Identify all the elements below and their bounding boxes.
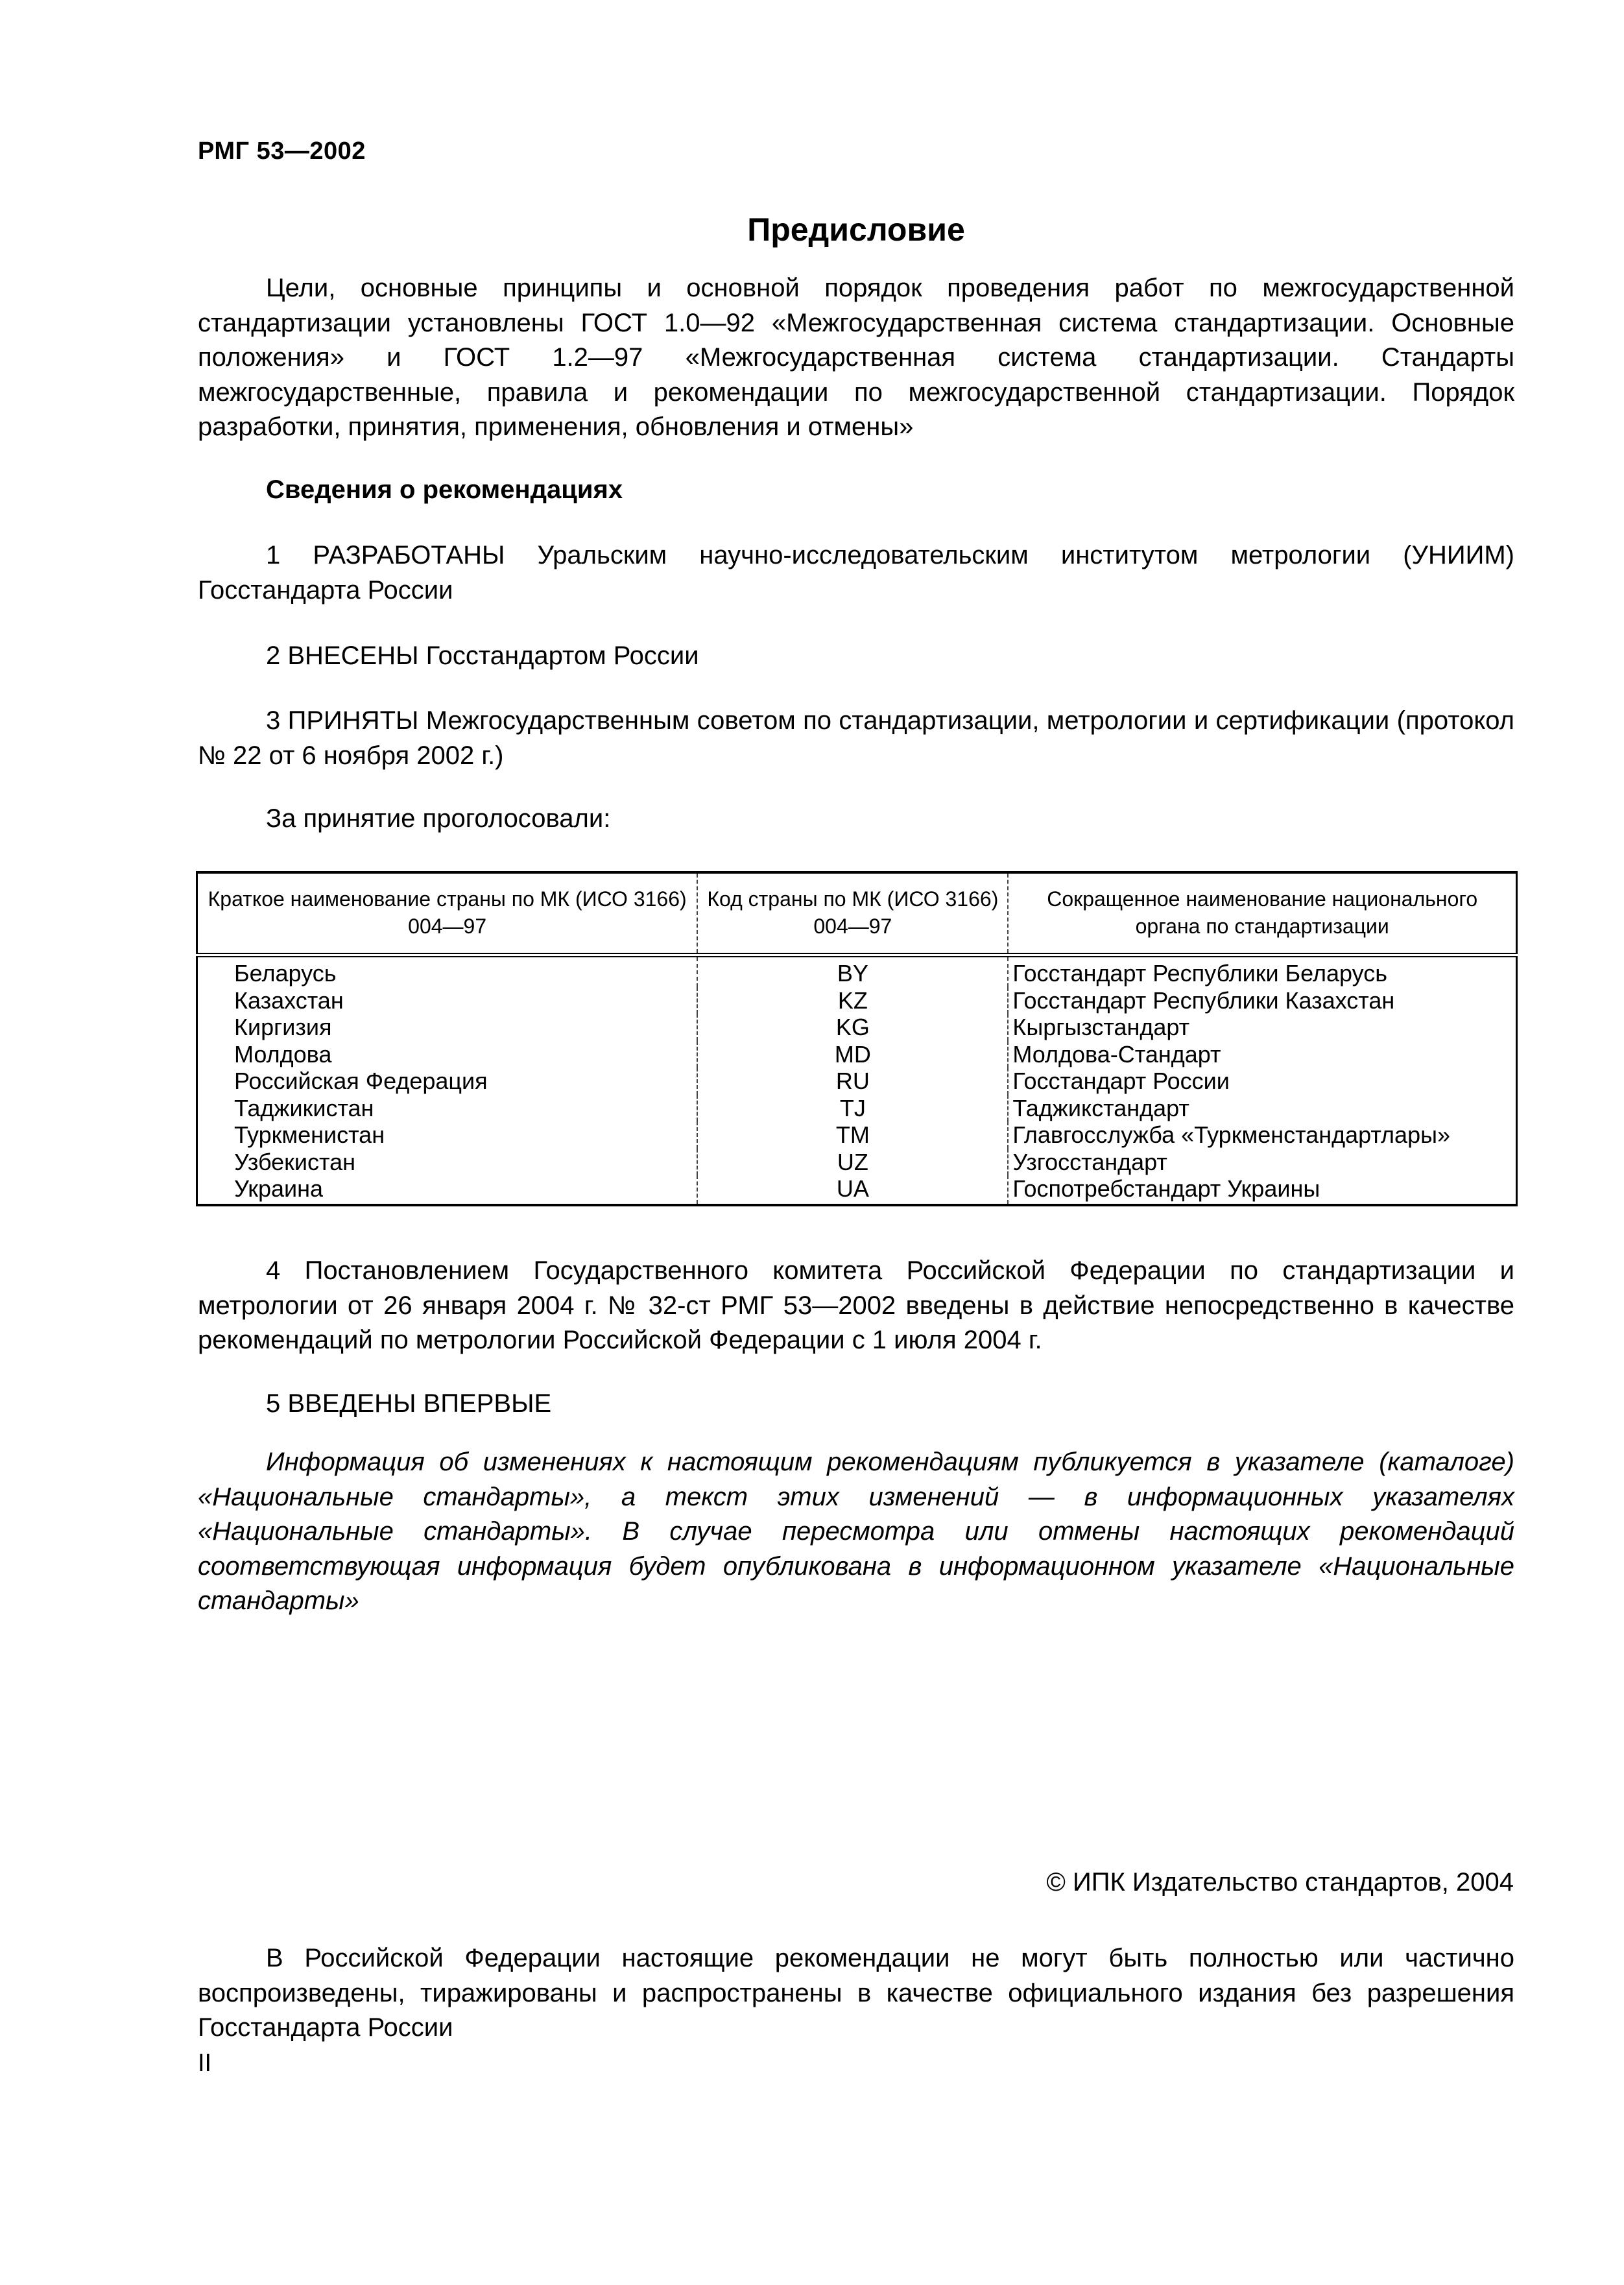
- changes-note-text: Информация об изменениях к настоящим рекомендациям публикуется в указателе (каталоге) «Национальные стандарты», а текст этих изменений — в информационных указателях «Национальные стандарты». В случае пересмотра или отмены настоящих рекомендаций соответствующая информация будет опубликована в информационном указателе «Национальные стандарты»: [198, 1448, 1514, 1615]
- cell-organ: Госстандарт Республики Беларусь: [1008, 955, 1516, 987]
- cell-country: Российская Федерация: [197, 1068, 698, 1095]
- item-number: 2: [266, 641, 281, 670]
- document-code: РМГ 53—2002: [198, 138, 366, 165]
- table-row: [197, 1014, 1517, 1041]
- cell-code: UA: [697, 1175, 1008, 1205]
- cell-organ: Кыргызстандарт: [1008, 1014, 1516, 1041]
- column-header-country: Краткое наименование страны по МК (ИСО 3166) 004—97: [197, 872, 698, 955]
- item-number: 5: [266, 1389, 281, 1418]
- cell-country: Узбекистан: [197, 1149, 698, 1176]
- info-heading: Сведения о рекомендациях: [266, 475, 623, 504]
- table-row: [197, 955, 1517, 987]
- item-lead: ВНЕСЕНЫ: [287, 641, 419, 670]
- voting-table: [196, 871, 1518, 1206]
- column-header-code: Код страны по МК (ИСО 3166) 004—97: [697, 872, 1008, 955]
- cell-organ: Молдова-Стандарт: [1008, 1041, 1516, 1068]
- table-row: [197, 1149, 1517, 1176]
- cell-country: Украина: [197, 1175, 698, 1205]
- cell-country: Туркменистан: [197, 1121, 698, 1149]
- cell-organ: Главгосслужба «Туркменстандартлары»: [1008, 1121, 1516, 1149]
- table-row: [197, 1041, 1517, 1068]
- cell-code: KG: [697, 1014, 1008, 1041]
- item-text: Уральским научно-исследовательским институтом метрологии (УНИИМ) Госстандарта России: [198, 541, 1514, 604]
- item-lead: ПРИНЯТЫ: [287, 706, 419, 735]
- changes-note: [198, 1445, 1514, 1619]
- item-number: 1: [266, 541, 281, 569]
- column-header-organ: Сокращенное наименование национального органа по стандартизации: [1008, 872, 1516, 955]
- item-number: 3: [266, 706, 281, 735]
- cell-code: KZ: [697, 987, 1008, 1014]
- cell-organ: Узгосстандарт: [1008, 1149, 1516, 1176]
- item-lead: РАЗРАБОТАНЫ: [313, 541, 505, 569]
- rights-notice: [198, 1941, 1514, 2046]
- cell-code: UZ: [697, 1149, 1008, 1176]
- cell-country: Таджикистан: [197, 1095, 698, 1122]
- cell-code: BY: [697, 955, 1008, 987]
- cell-organ: Таджикстандарт: [1008, 1095, 1516, 1122]
- item-4: [198, 1254, 1514, 1358]
- page-title: Предисловие: [747, 211, 965, 248]
- cell-country: Киргизия: [197, 1014, 698, 1041]
- table-row: [197, 1121, 1517, 1149]
- item-3: [198, 704, 1514, 773]
- page-number: II: [198, 2050, 212, 2077]
- cell-code: TM: [697, 1121, 1008, 1149]
- cell-organ: Госстандарт Республики Казахстан: [1008, 987, 1516, 1014]
- item-1: [198, 538, 1514, 608]
- table-header-row: [197, 872, 1517, 955]
- intro-paragraph: [198, 271, 1514, 445]
- rights-notice-text: В Российской Федерации настоящие рекомендации не могут быть полностью или частично воспроизведены, тиражированы и распространены в качестве официального издания без разрешения Госстандарта России: [198, 1944, 1514, 2042]
- cell-organ: Госстандарт России: [1008, 1068, 1516, 1095]
- cell-organ: Госпотребстандарт Украины: [1008, 1175, 1516, 1205]
- cell-country: Беларусь: [197, 955, 698, 987]
- table-row: [197, 1175, 1517, 1205]
- item-text: Постановлением Государственного комитета Российской Федерации по стандартизации и метрологии от 26 января 2004 г. № 32-ст РМГ 53—2002 введены в действие непосредственно в качестве рекомендаций по метрологии Российской Федерации с 1 июля 2004 г.: [198, 1256, 1514, 1354]
- table-row: [197, 1095, 1517, 1122]
- item-2: [198, 639, 1514, 674]
- cell-country: Казахстан: [197, 987, 698, 1014]
- item-text: Межгосударственным советом по стандартизации, метрологии и сертификации (протокол № 22 от 6 ноября 2002 г.): [198, 706, 1514, 770]
- intro-text: Цели, основные принципы и основной порядок проведения работ по межгосударственной стандартизации установлены ГОСТ 1.0—92 «Межгосударственная система стандартизации. Основные положения» и ГОСТ 1.2—97 «Межгосударственная система стандартизации. Стандарты межгосударственные, правила и рекомендации по межгосударственной стандартизации. Порядок разработки, принятия, применения, обновления и отмены»: [198, 274, 1514, 441]
- voted-label: За принятие проголосовали:: [266, 804, 611, 833]
- cell-code: MD: [697, 1041, 1008, 1068]
- item-5: [198, 1387, 1514, 1422]
- table-row: [197, 1068, 1517, 1095]
- cell-country: Молдова: [197, 1041, 698, 1068]
- item-text: Госстандартом России: [425, 641, 699, 670]
- copyright: © ИПК Издательство стандартов, 2004: [1046, 1868, 1514, 1896]
- item-lead: ВВЕДЕНЫ ВПЕРВЫЕ: [287, 1389, 552, 1418]
- cell-code: RU: [697, 1068, 1008, 1095]
- cell-code: TJ: [697, 1095, 1008, 1122]
- table-row: [197, 987, 1517, 1014]
- item-number: 4: [266, 1256, 281, 1285]
